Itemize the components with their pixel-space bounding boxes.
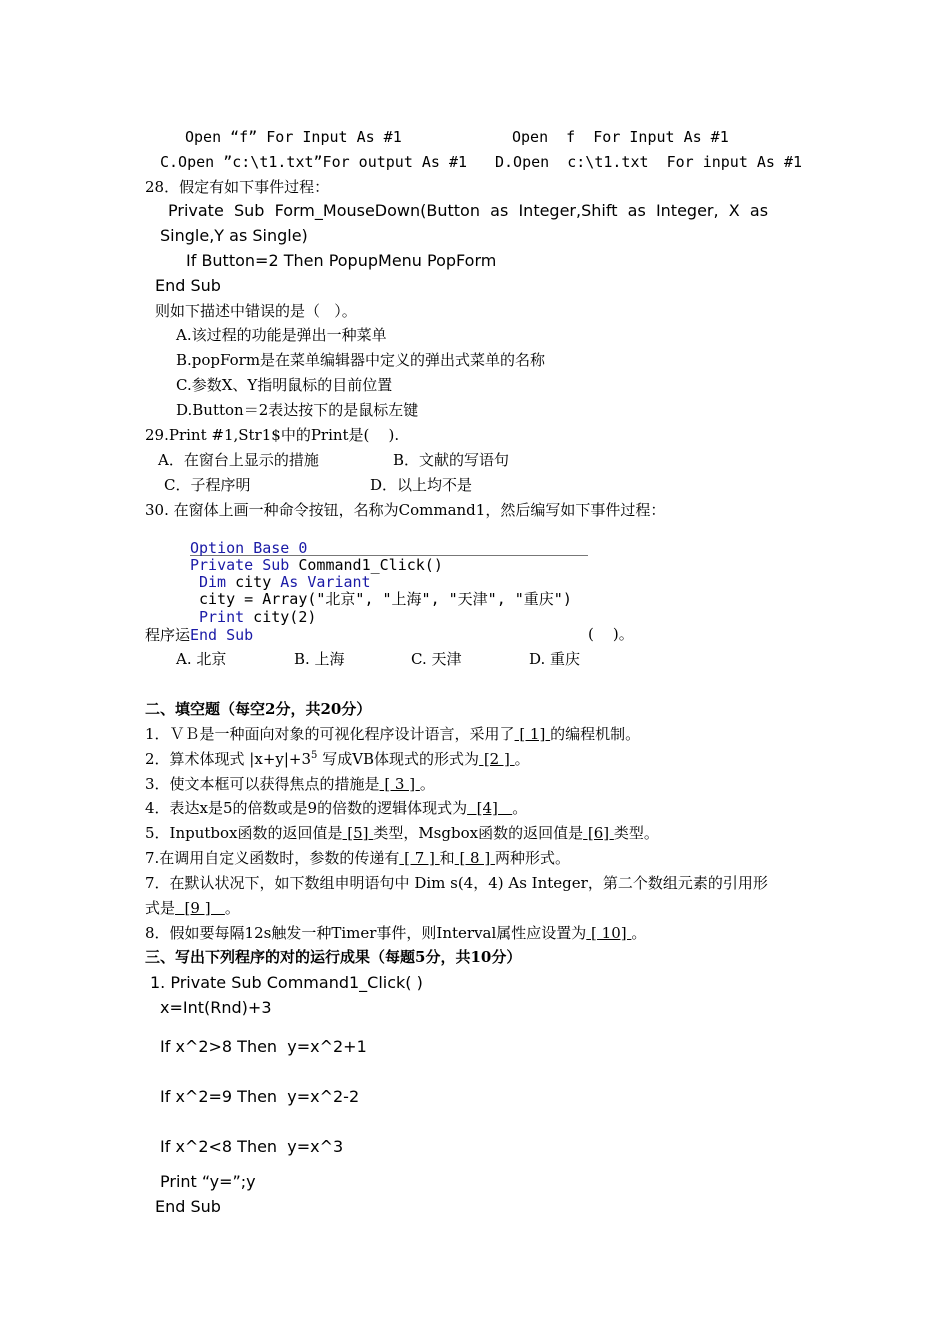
q29-option-b: B．文献的写语句 [393,451,510,469]
q28-option-a: A.该过程的功能是弹出一种菜单 [176,326,387,344]
code-line-dim: Dim city As Variant [199,573,371,591]
section2-title: 二、填空题（每空2分，共20分） [145,700,372,718]
q29-option-a: A．在窗台上显示的措施 [158,451,319,469]
fill-line-1: 1．ＶＢ是一种面向对象的可视化程序设计语言，采用了 [ 1] 的编程机制。 [145,725,641,743]
q28-option-b: B.popForm是在菜单编辑器中定义的弹出式菜单的名称 [176,351,546,369]
q30-code-screenshot [190,538,590,646]
fill-line-8: 8．假如要每隔12s触发一种Timer事件，则Interval属性应设置为 [ 10] 。 [145,924,647,942]
section3-title: 三、写出下列程序的对的运行成果（每题5分，共10分） [145,948,522,966]
program1-line-1: 1. Private Sub Command1_Click( ) [150,973,423,992]
q30-stem: 30. 在窗体上画一种命令按钮，名称为Command1，然后编写如下事件过程： [145,501,666,519]
q29-stem: 29.Print #1,Str1$中的Print是( ). [145,426,400,444]
q29-option-d: D．以上均不是 [370,476,473,494]
program1-line-6: Print “y=”;y [160,1172,256,1191]
program1-line-5: If x^2<8 Then y=x^3 [160,1137,344,1156]
q28-code-line-1: Private Sub Form_MouseDown(Button as Integer,Shift as Integer, X as [168,201,769,220]
q27-option-a: Open “f” For Input As #1 [185,128,402,146]
fill-line-2: 2．算术体现式 $|x+y|+3^5$ 写成VB体现式的形式为 [2 ] 。 [145,750,530,768]
q28-code-line-3: If Button=2 Then PopupMenu PopForm [186,251,497,270]
fill-line-7-cont: 式是 [9 ] 。 [145,899,240,917]
q30-option-c: C. 天津 [411,650,462,668]
code-line-sub-header: Private Sub Command1_Click() [190,556,443,574]
program1-line-2: x=Int(Rnd)+3 [160,998,272,1017]
q27-option-b: Open f For Input As #1 [512,128,729,146]
q27-option-c: C.Open ”c:\t1.txt”For output As #1 [160,153,468,171]
fill-line-7: 7．在默认状况下，如下数组申明语句中 Dim s(4，4) As Integer，第二个数组元素的引用形 [145,874,768,892]
fill-line-4: 4．表达x是5的倍数或是9的倍数的逻辑体现式为 [4] 。 [145,799,528,817]
code-line-print: Print city(2) [199,608,317,626]
code-line-option-base: Option Base 0 [190,539,308,557]
program1-line-3: If x^2>8 Then y=x^2+1 [160,1037,367,1056]
q30-option-b: B. 上海 [294,650,345,668]
q28-stem: 28．假定有如下事件过程： [145,178,330,196]
q28-code-line-4: End Sub [155,276,221,295]
q28-question: 则如下描述中错误的是（ ）。 [155,302,357,320]
code-line-end-sub: End Sub [190,626,254,644]
q28-option-d: D.Button＝2表达按下的是鼠标左键 [176,401,419,419]
q30-option-a: A. 北京 [176,650,227,668]
fill-line-6: 7.在调用自定义函数时，参数的传递有 [ 7 ] 和 [ 8 ] 两种形式。 [145,849,571,867]
program1-line-7: End Sub [155,1197,221,1216]
q27-option-d: D.Open c:\t1.txt For input As #1 [495,153,803,171]
fill-line-5: 5．Inputbox函数的返回值是 [5] 类型，Msgbox函数的返回值是 [6] 类型。 [145,824,659,842]
q28-code-line-2: Single,Y as Single) [160,226,308,245]
q29-option-c: C．子程序明 [164,476,251,494]
q30-option-d: D. 重庆 [529,650,581,668]
q30-run-suffix: ( )。 [588,625,634,643]
code-line-array: city = Array("北京", "上海", "天津", "重庆") [199,590,572,608]
q28-option-c: C.参数X、Y指明鼠标的目前位置 [176,376,393,394]
q30-run-prefix: 程序运 [145,626,191,644]
fill-line-3: 3．使文本框可以获得焦点的措施是 [ 3 ] 。 [145,775,435,793]
program1-line-4: If x^2=9 Then y=x^2-2 [160,1087,360,1106]
